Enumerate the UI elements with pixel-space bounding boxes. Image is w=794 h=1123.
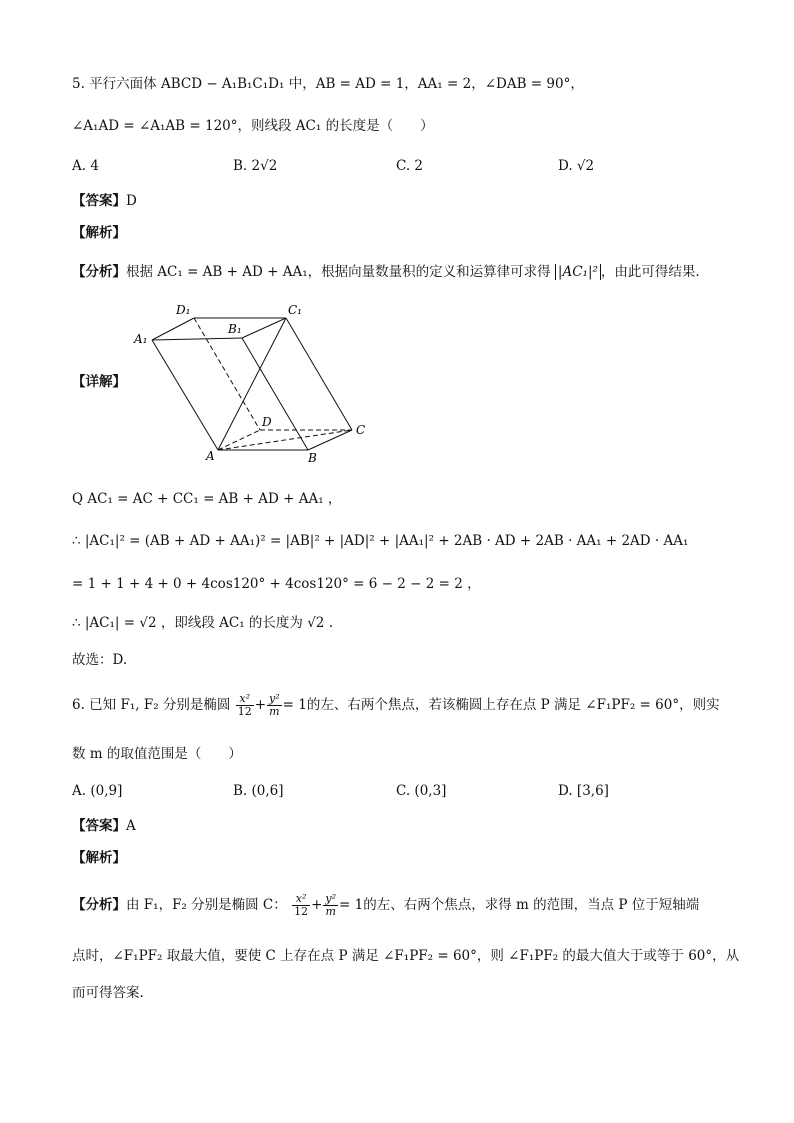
- answer-value: A: [126, 818, 136, 834]
- q6-stem-part-a: 6. 已知 F₁, F₂ 分别是椭圆: [72, 697, 231, 713]
- q5-option-b: B. 2√2: [233, 158, 278, 174]
- q6-answer: [72, 816, 136, 836]
- q5-stem-line2: ∠A₁AD = ∠A₁AB = 120°，则线段 AC₁ 的长度是（ ）: [72, 118, 434, 134]
- q6-stem-line2: 数 m 的取值范围是（ ）: [72, 746, 242, 762]
- diagonal-ac: [218, 430, 352, 450]
- q5-solution-line3: = 1 + 1 + 4 + 0 + 4cos120° + 4cos120° = 6 − 2 − 2 = 2 ，: [72, 576, 481, 592]
- label-d: D: [262, 415, 272, 429]
- frac-num: y²: [325, 892, 336, 905]
- edge-b1c1: [242, 318, 286, 338]
- ellipse-frac-x: [292, 893, 310, 918]
- fenxi-text-1: 根据 AC₁ = AB + AD + AA₁，根据向量数量积的定义和运算律可求得: [126, 264, 551, 280]
- q6-fenxi-part-b: 的左、右两个焦点，求得 m 的范围，当点 P 位于短轴端: [363, 897, 700, 913]
- answer-tag: 【答案】: [72, 193, 126, 209]
- frac-den: 12: [237, 705, 252, 718]
- q5-solution-line4: ∴ |AC₁| = √2 ，即线段 AC₁ 的长度为 √2 .: [72, 615, 333, 631]
- frac-den: m: [325, 905, 336, 918]
- ellipse-frac-y: [267, 693, 282, 718]
- q6-stem-part-b: 的左、右两个焦点，若该椭圆上存在点 P 满足 ∠F₁PF₂ = 60°，则实: [306, 697, 720, 713]
- q6-fenxi-line2: 点时，∠F₁PF₂ 取最大值，要使 C 上存在点 P 满足 ∠F₁PF₂ = 60°，则 ∠F₁PF₂ 的最大值大于或等于 60°，从: [72, 948, 740, 964]
- fenxi-tag: 【分析】: [72, 897, 126, 913]
- q6-analysis-tag: 【解析】: [72, 850, 126, 866]
- label-c: C: [356, 423, 366, 437]
- frac-num: x²: [292, 893, 310, 906]
- label-b1: B₁: [228, 322, 242, 336]
- q5-answer: [72, 191, 137, 211]
- q5-solution-line2: ∴ |AC₁|² = (AB + AD + AA₁)² = |AB|² + |AD|² + |AA₁|² + 2AB · AD + 2AB · AA₁ + 2AD · AA₁: [72, 533, 689, 549]
- fenxi-text-2: ，由此可得结果.: [600, 264, 700, 280]
- q5-fenxi: [72, 262, 700, 282]
- edge-d1a1: [152, 318, 194, 340]
- q6-option-b: B. (0,6]: [233, 783, 284, 799]
- ellipse-frac-y: [323, 893, 338, 918]
- q6-option-d: D. [3,6]: [558, 783, 609, 799]
- q5-analysis-tag: 【解析】: [72, 225, 126, 241]
- frac-den: m: [269, 705, 280, 718]
- answer-value: D: [126, 193, 137, 209]
- edge-ad: [218, 430, 260, 450]
- label-d1: D₁: [176, 303, 191, 317]
- q5-detail-tag: 【详解】: [72, 374, 126, 390]
- q6-fenxi-line1: 【分析】由 F₁，F₂ 分别是椭圆 C： $\frac{\text{x²}}{12}$ + $\frac{\text{y²}}{m}$ = 1的左、右两个焦点，求得 m 的范围，当点 P 位于短轴端: [72, 892, 700, 918]
- label-a1: A₁: [134, 332, 148, 346]
- q5-choose: 故选：D.: [72, 652, 128, 668]
- fenxi-tag: 【分析】: [72, 264, 126, 280]
- label-a: A: [206, 449, 215, 463]
- ellipse-rhs: = 1: [282, 697, 307, 713]
- q5-stem-line1: 5. 平行六面体 ABCD − A₁B₁C₁D₁ 中，AB = AD = 1，AA₁ = 2，∠DAB = 90°，: [72, 76, 584, 92]
- diagonal-ac1: [218, 318, 286, 450]
- ellipse-rhs: = 1: [339, 897, 364, 913]
- ellipse-frac-x: [236, 693, 254, 718]
- edge-c1c: [286, 318, 352, 430]
- q6-fenxi-part-a: 由 F₁，F₂ 分别是椭圆 C：: [126, 897, 287, 913]
- q6-stem-line1: 6. 已知 F₁, F₂ 分别是椭圆 $\frac{\text{x²}}{12}$ + $\frac{\text{y²}}{m}$ = 1的左、右两个焦点，若该椭圆上存在点 P 满足 ∠F₁PF₂ = 60°，则实: [72, 692, 720, 718]
- frac-num: y²: [269, 692, 280, 705]
- frac-num: x²: [236, 693, 254, 706]
- q6-fenxi-line3: 而可得答案.: [72, 985, 144, 1001]
- answer-tag: 【答案】: [72, 818, 126, 834]
- frac-den: 12: [294, 905, 309, 918]
- q6-option-c: C. (0,3]: [396, 783, 447, 799]
- edge-a1a: [152, 340, 218, 450]
- fenxi-abs: |AC₁|²: [555, 264, 601, 280]
- label-b: B: [308, 451, 317, 463]
- parallelepiped-figure: [132, 298, 372, 463]
- q6-option-a: A. (0,9]: [72, 783, 123, 799]
- q5-solution-line1: Q AC₁ = AC + CC₁ = AB + AD + AA₁ ，: [72, 491, 342, 507]
- q5-option-a: A. 4: [72, 158, 99, 174]
- q5-option-c: C. 2: [396, 158, 424, 174]
- edge-a1b1: [152, 338, 242, 340]
- label-c1: C₁: [288, 303, 302, 317]
- edge-b1b: [242, 338, 308, 450]
- q5-option-d: D. √2: [558, 158, 595, 174]
